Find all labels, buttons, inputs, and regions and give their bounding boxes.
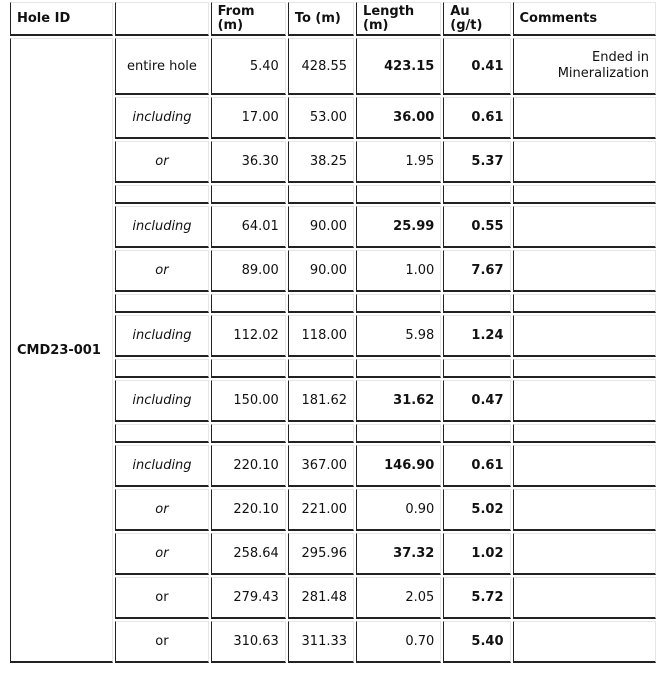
spacer-cell: [443, 359, 510, 378]
interval-label: entire hole: [115, 38, 208, 95]
spacer-cell: [443, 185, 510, 204]
hole-id-cell: CMD23-001: [10, 38, 113, 663]
interval-label: or: [115, 250, 208, 292]
from-value: 36.30: [211, 141, 286, 183]
from-value: 89.00: [211, 250, 286, 292]
to-value: 90.00: [288, 206, 354, 248]
spacer-cell: [356, 185, 441, 204]
length-value: 2.05: [356, 577, 441, 619]
from-value: 150.00: [211, 380, 286, 422]
interval-label: including: [115, 97, 208, 139]
au-value: 0.61: [443, 445, 510, 487]
to-value: 281.48: [288, 577, 354, 619]
to-value: 90.00: [288, 250, 354, 292]
from-value: 279.43: [211, 577, 286, 619]
length-value: 25.99: [356, 206, 441, 248]
header-length: [356, 2, 441, 36]
interval-label: including: [115, 380, 208, 422]
spacer-cell: [288, 294, 354, 313]
spacer-cell: [211, 185, 286, 204]
comment-cell: [513, 489, 657, 531]
from-value: 258.64: [211, 533, 286, 575]
spacer-cell: [443, 424, 510, 443]
to-value: 311.33: [288, 621, 354, 663]
interval-label: or: [115, 621, 208, 663]
length-value: 1.95: [356, 141, 441, 183]
comment-line1: Ended in: [592, 50, 649, 65]
length-value: 1.00: [356, 250, 441, 292]
comment-cell: [513, 577, 657, 619]
interval-label: including: [115, 315, 208, 357]
au-value: 7.67: [443, 250, 510, 292]
length-value: 0.90: [356, 489, 441, 531]
to-value: 118.00: [288, 315, 354, 357]
to-value: 181.62: [288, 380, 354, 422]
to-value: 367.00: [288, 445, 354, 487]
header-from: [211, 2, 286, 36]
spacer-cell: [513, 294, 657, 313]
spacer-cell: [513, 359, 657, 378]
au-value: 0.47: [443, 380, 510, 422]
length-value: 423.15: [356, 38, 441, 95]
to-value: 53.00: [288, 97, 354, 139]
length-value: 37.32: [356, 533, 441, 575]
assay-results-table: [8, 0, 658, 665]
header-row: [10, 2, 656, 36]
spacer-cell: [288, 424, 354, 443]
interval-label: or: [115, 533, 208, 575]
au-value: 0.41: [443, 38, 510, 95]
from-value: 64.01: [211, 206, 286, 248]
comment-cell: [513, 250, 657, 292]
spacer-cell: [211, 359, 286, 378]
comment-cell: [513, 445, 657, 487]
header-au: [443, 2, 510, 36]
au-value: 0.61: [443, 97, 510, 139]
header-au-line2: (g/t): [450, 17, 483, 33]
comment-cell: [513, 380, 657, 422]
header-comments: Comments: [513, 2, 657, 36]
comment-cell: [513, 141, 657, 183]
to-value: 428.55: [288, 38, 354, 95]
spacer-cell: [288, 185, 354, 204]
comment-cell: [513, 533, 657, 575]
length-value: 146.90: [356, 445, 441, 487]
spacer-cell: [115, 424, 208, 443]
to-value: 221.00: [288, 489, 354, 531]
spacer-cell: [211, 424, 286, 443]
spacer-cell: [211, 294, 286, 313]
au-value: 0.55: [443, 206, 510, 248]
interval-label: including: [115, 206, 208, 248]
table-row: [10, 38, 656, 95]
spacer-cell: [513, 185, 657, 204]
from-value: 310.63: [211, 621, 286, 663]
header-hole-id: Hole ID: [10, 2, 113, 36]
interval-label: or: [115, 141, 208, 183]
from-value: 17.00: [211, 97, 286, 139]
header-au-line1: Au: [450, 3, 470, 19]
au-value: 5.72: [443, 577, 510, 619]
comment-cell: [513, 315, 657, 357]
spacer-cell: [356, 294, 441, 313]
from-value: 220.10: [211, 445, 286, 487]
from-value: 5.40: [211, 38, 286, 95]
length-value: 31.62: [356, 380, 441, 422]
header-from-line1: From: [217, 3, 255, 19]
comment-cell: [513, 97, 657, 139]
au-value: 5.40: [443, 621, 510, 663]
length-value: 36.00: [356, 97, 441, 139]
interval-label: or: [115, 577, 208, 619]
interval-label: or: [115, 489, 208, 531]
comment-cell: [513, 38, 657, 95]
from-value: 112.02: [211, 315, 286, 357]
spacer-cell: [443, 294, 510, 313]
header-length-line1: Length: [363, 3, 415, 19]
comment-line2: Mineralization: [557, 66, 649, 81]
au-value: 5.37: [443, 141, 510, 183]
comment-cell: [513, 206, 657, 248]
spacer-cell: [288, 359, 354, 378]
to-value: 38.25: [288, 141, 354, 183]
header-length-line2: (m): [363, 17, 389, 33]
spacer-cell: [513, 424, 657, 443]
au-value: 5.02: [443, 489, 510, 531]
comment-cell: [513, 621, 657, 663]
header-from-line2: (m): [217, 17, 244, 33]
length-value: 5.98: [356, 315, 441, 357]
au-value: 1.24: [443, 315, 510, 357]
from-value: 220.10: [211, 489, 286, 531]
spacer-cell: [115, 294, 208, 313]
to-value: 295.96: [288, 533, 354, 575]
au-value: 1.02: [443, 533, 510, 575]
interval-label: including: [115, 445, 208, 487]
header-to: To (m): [288, 2, 354, 36]
spacer-cell: [356, 359, 441, 378]
spacer-cell: [356, 424, 441, 443]
spacer-cell: [115, 185, 208, 204]
header-interval-label: [115, 2, 208, 36]
length-value: 0.70: [356, 621, 441, 663]
spacer-cell: [115, 359, 208, 378]
